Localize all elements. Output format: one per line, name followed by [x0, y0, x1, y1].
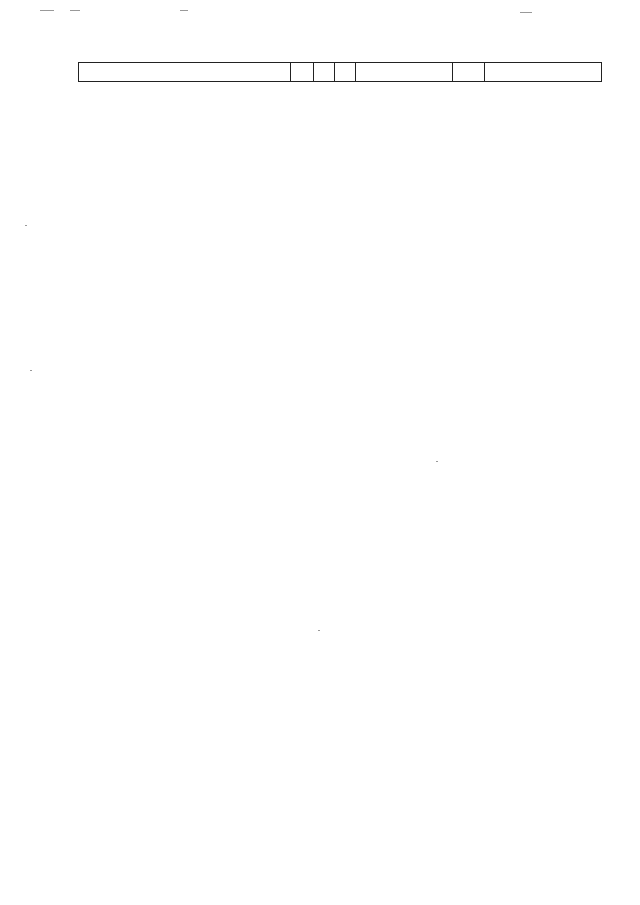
scan-speck	[180, 10, 188, 11]
column-header-4	[335, 63, 356, 82]
scan-speck	[520, 12, 532, 13]
column-header-table	[78, 62, 602, 82]
column-header-5	[356, 63, 453, 82]
column-header-7	[485, 63, 602, 82]
column-header-2	[291, 63, 314, 82]
scan-speck	[30, 370, 32, 371]
column-header-6	[453, 63, 485, 82]
column-header-3	[314, 63, 335, 82]
scan-speck	[25, 225, 27, 226]
column-header-1	[79, 63, 291, 82]
scan-speck	[318, 630, 320, 631]
scan-speck	[40, 10, 54, 11]
scan-speck	[436, 461, 438, 462]
scan-speck	[70, 10, 80, 11]
